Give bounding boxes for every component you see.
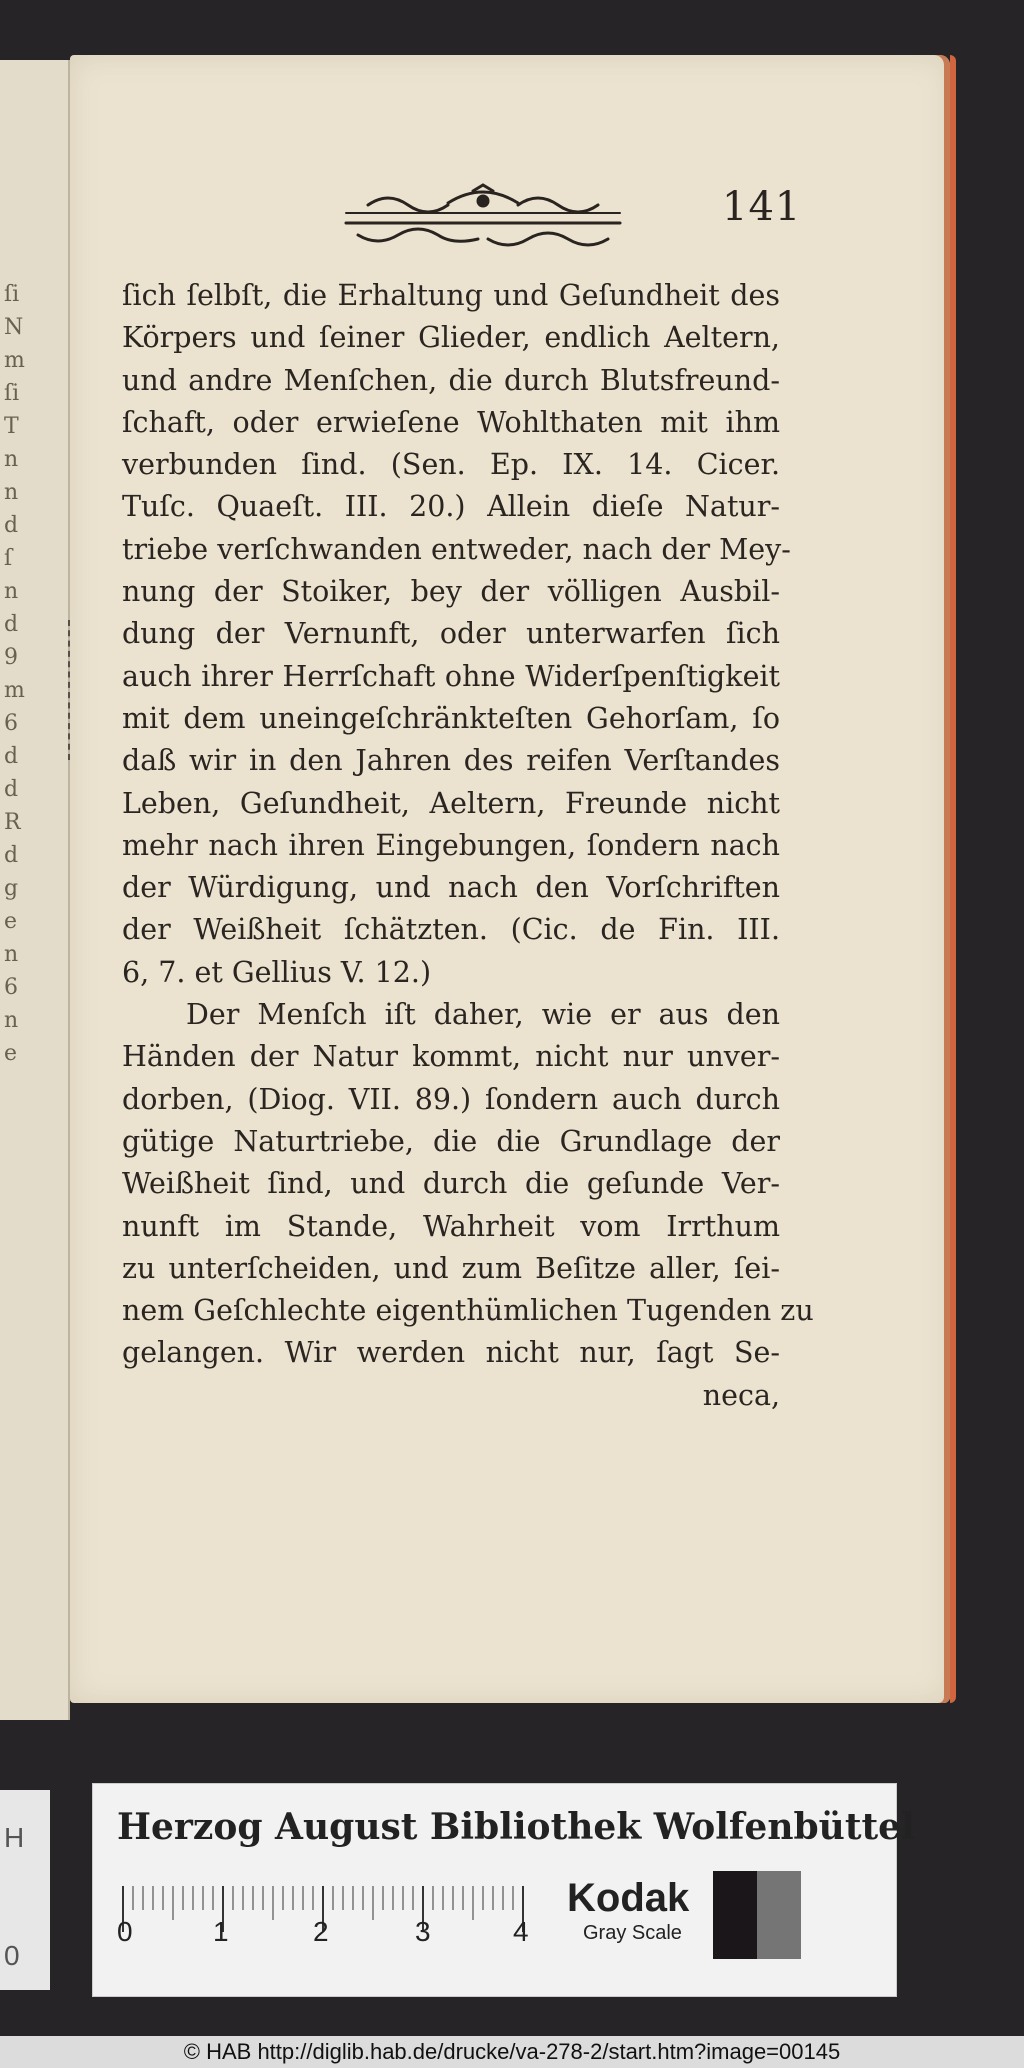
left-page-fragment: m [4, 678, 25, 703]
text-line: auch ihrer Herrſchaft ohne Widerſpenſtigkeit [122, 659, 780, 693]
left-page-fragment: 6 [4, 711, 18, 736]
adjacent-card-edge [0, 1790, 50, 1990]
left-page-fragment: n [4, 579, 19, 604]
card-edge-letter: H [4, 1822, 25, 1853]
left-page-fragment: m [4, 348, 25, 373]
text-line: ſchaft, oder erwieſene Wohlthaten mit ihm [122, 405, 780, 439]
text-line: Körpers und ſeiner Glieder, endlich Aeltern, [122, 321, 780, 355]
text-line: nem Geſchlechte eigenthümlichen Tugenden zu [122, 1294, 814, 1328]
text-line: Weißheit ſind, und durch die geſunde Ver- [122, 1167, 780, 1201]
left-page-fragment: d [4, 513, 19, 538]
left-page-fragment: n [4, 942, 19, 967]
scale-number: 3 [415, 1916, 431, 1947]
left-page-fragment: e [4, 909, 18, 934]
gray-swatch [713, 1871, 757, 1959]
card-edge-number: 0 [4, 1940, 20, 1971]
text-line: Händen der Natur kommt, nicht nur unver- [122, 1040, 780, 1074]
text-line: und andre Menſchen, die durch Blutsfreund- [122, 363, 780, 397]
left-page-fragment: n [4, 447, 19, 472]
left-page-fragment: 6 [4, 975, 18, 1000]
library-name: Herzog August Bibliothek Wolfenbüttel [117, 1806, 915, 1848]
body-text [122, 275, 814, 1417]
gray-swatches [713, 1871, 845, 1959]
text-line: mehr nach ihren Eingebungen, ſondern nach [122, 828, 780, 862]
left-page-fragment: 9 [4, 645, 18, 670]
left-page-fragment: ſ [4, 546, 13, 571]
text-line: dung der Vernunft, oder unterwarfen ſich [122, 617, 780, 651]
text-line: nunft im Stande, Wahrheit vom Irrthum [122, 1209, 780, 1243]
left-page-fragment: n [4, 480, 19, 505]
left-page-fragment: d [4, 843, 19, 868]
text-line: Tuſc. Quaeſt. III. 20.) Allein dieſe Natur- [122, 490, 780, 524]
text-line: der Weißheit ſchätzten. (Cic. de Fin. III. [122, 913, 780, 947]
text-line: zu unterſcheiden, und zum Beſitze aller, ſei- [122, 1251, 780, 1285]
gray-scale-label: Gray Scale [583, 1922, 682, 1944]
text-line: verbunden ſind. (Sen. Ep. IX. 14. Cicer. [122, 448, 780, 482]
left-page-fragment: g [4, 876, 19, 901]
scale-number: 4 [513, 1916, 529, 1947]
scale-number: 2 [313, 1916, 329, 1947]
left-page-fragment: d [4, 744, 19, 769]
archive-color-card [92, 1783, 915, 1997]
left-page-fragment: d [4, 777, 19, 802]
scale-number: 1 [213, 1916, 229, 1947]
text-line: triebe verſchwanden entweder, nach der Mey- [122, 532, 791, 566]
text-line: gelangen. Wir werden nicht nur, ſagt Se- [122, 1336, 780, 1370]
margin-marks [68, 620, 74, 760]
left-page-fragment: d [4, 612, 19, 637]
text-line: Der Menſch iſt daher, wie er aus den [186, 998, 780, 1032]
left-page-fragment: ſi [4, 282, 20, 307]
text-line: Leben, Geſundheit, Aeltern, Freunde nicht [122, 786, 780, 820]
catchword: neca, [702, 1378, 780, 1412]
text-line: mit dem uneingeſchränkteſten Gehorſam, ſo [122, 701, 780, 735]
text-line: 6, 7. et Gellius V. 12.) [122, 955, 432, 989]
gray-swatch [801, 1871, 845, 1959]
kodak-logo: Kodak [567, 1876, 690, 1920]
text-line: dorben, (Diog. VII. 89.) ſondern auch durch [122, 1082, 780, 1116]
scale-number: 0 [117, 1916, 133, 1947]
left-page-fragment: T [4, 414, 19, 439]
page-number: 141 [722, 184, 802, 230]
header-ornament [338, 183, 628, 253]
left-page-fragment: N [4, 315, 24, 340]
copyright-footer: © HAB http://diglib.hab.de/drucke/va-278-2/start.htm?image=00145 [0, 2036, 1024, 2068]
left-page-fragment: n [4, 1008, 19, 1033]
text-line: der Würdigung, und nach den Vorſchriften [122, 871, 780, 905]
left-page-fragment: R [4, 810, 21, 835]
left-page-fragment: e [4, 1041, 18, 1066]
left-page-fragment: ſi [4, 381, 20, 406]
text-line: nung der Stoiker, bey der völligen Ausbil- [122, 575, 780, 609]
text-line: ſich ſelbſt, die Erhaltung und Geſundheit des [122, 279, 780, 312]
text-line: gütige Naturtriebe, die die Grundlage der [122, 1124, 780, 1158]
gray-swatch [757, 1871, 801, 1959]
text-line: daß wir in den Jahren des reifen Verſtandes [122, 744, 780, 778]
